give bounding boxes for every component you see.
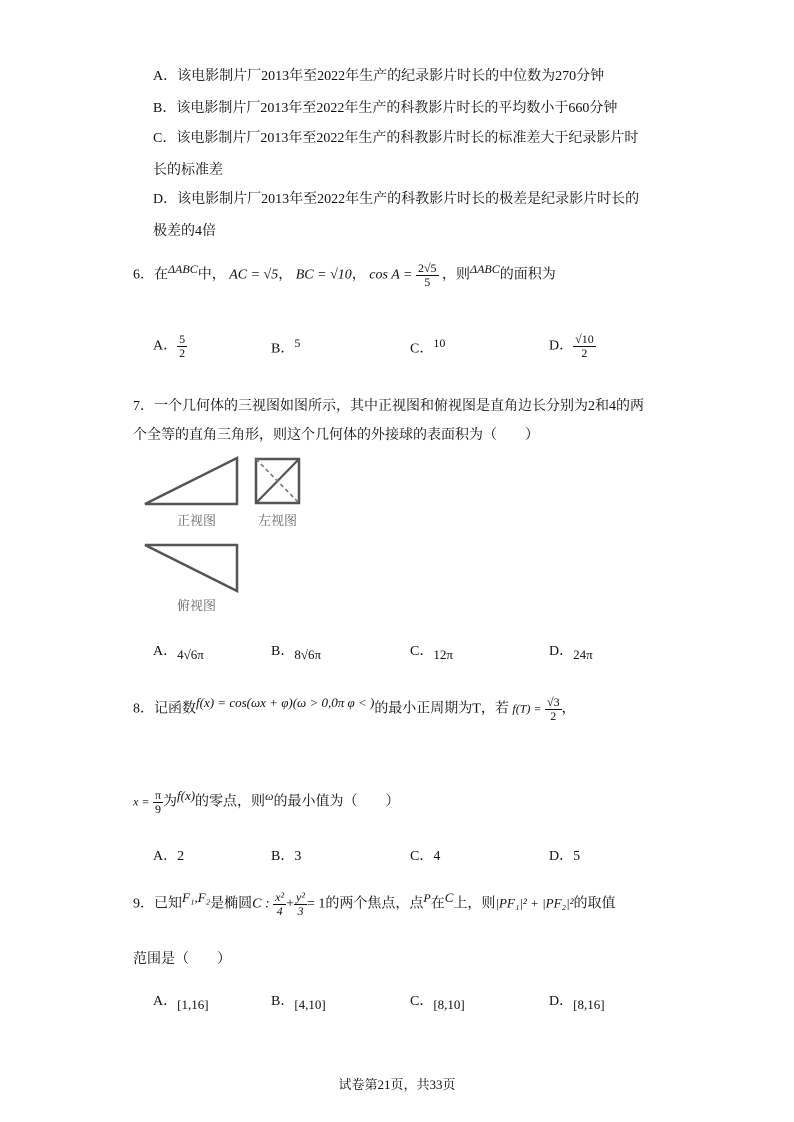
q9-shang: 上，则 bbox=[453, 896, 496, 912]
q9-x-fraction bbox=[273, 891, 286, 917]
q6-text-zhong: 中， bbox=[197, 267, 226, 283]
q6-cosa-num: 2√5 bbox=[417, 261, 437, 276]
q8-fx: f(x) bbox=[177, 788, 196, 803]
q9-option-b-value: [4,10] bbox=[294, 996, 326, 1012]
q7-option-b bbox=[271, 640, 321, 663]
q6-tail: 的面积为 bbox=[499, 267, 556, 283]
q6-option-c bbox=[410, 336, 445, 358]
q8-middle: 的最小正周期为T，若 bbox=[374, 701, 509, 717]
q9-x2: x² bbox=[275, 890, 285, 905]
q9-option-a-value: [1,16] bbox=[177, 996, 209, 1012]
q6-option-a-num: 5 bbox=[179, 332, 186, 346]
q6-cosa-lhs: cos A = bbox=[369, 267, 413, 283]
q7-option-d-value: 24π bbox=[573, 646, 593, 662]
q7-option-c bbox=[410, 640, 453, 663]
q6-option-d-num: √10 bbox=[575, 332, 594, 346]
q8-ft-fraction bbox=[545, 696, 562, 722]
q5-option-b: B．该电影制片厂2013年至2022年生产的科教影片时长的平均数小于660分钟 bbox=[153, 101, 618, 116]
q7-stem-line2: 个全等的直角三角形，则这个几何体的外接球的表面积为（ ） bbox=[133, 428, 539, 443]
q9-stem-line2: 范围是（ ） bbox=[133, 952, 231, 967]
q7-option-d bbox=[549, 640, 593, 663]
q7-option-a bbox=[153, 640, 204, 663]
q7-option-b-label: B． bbox=[271, 644, 295, 659]
q6-option-a-den: 2 bbox=[179, 345, 186, 360]
q8-x-den: 9 bbox=[154, 801, 161, 816]
q8-stem-line2 bbox=[133, 788, 400, 816]
q9-eq1: = 1 bbox=[306, 896, 326, 912]
q9-plus: + bbox=[286, 896, 295, 912]
side-view-label: 左视图 bbox=[258, 514, 298, 529]
three-view-figure bbox=[140, 455, 310, 620]
top-view-label: 俯视图 bbox=[177, 599, 217, 614]
q8-wei: 为 bbox=[163, 794, 177, 810]
q6-option-a bbox=[153, 333, 187, 359]
q8-min: 的最小值为（ ） bbox=[273, 794, 400, 810]
q9-four: 4 bbox=[276, 903, 283, 918]
q9-prefix: 9．已知 bbox=[133, 896, 182, 912]
q7-option-c-value: 12π bbox=[433, 646, 453, 662]
q9-expression: |PF₁|² + |PF₂|² bbox=[495, 895, 574, 911]
q6-comma2: ， bbox=[351, 267, 366, 283]
q8-option-b: B．3 bbox=[271, 849, 302, 864]
q9-y-fraction bbox=[294, 891, 307, 917]
q9-foci: F₁,F₂ bbox=[182, 890, 211, 905]
q6-cosa-fraction bbox=[416, 262, 439, 288]
q6-triangle: ΔABC bbox=[168, 262, 198, 276]
q7-stem-line1: 7．一个几何体的三视图如图所示，其中正视图和俯视图是直角边长分别为2和4的两 bbox=[133, 399, 644, 414]
q8-option-d: D．5 bbox=[549, 849, 581, 864]
q6-cosa-den: 5 bbox=[424, 274, 431, 289]
q9-option-c-value: [8,10] bbox=[433, 996, 465, 1012]
top-view bbox=[145, 545, 237, 591]
front-view-label: 正视图 bbox=[177, 514, 217, 529]
q7-option-b-value: 8√6π bbox=[294, 646, 322, 662]
q9-option-a bbox=[153, 990, 209, 1013]
page-footer: 试卷第21页，共33页 bbox=[338, 1077, 456, 1092]
q8-function: f(x) = cos(ωx + φ)(ω > 0,0π φ < ) bbox=[196, 695, 375, 710]
q6-option-b-value: 5 bbox=[294, 336, 301, 350]
q6-text-ze: ，则 bbox=[442, 267, 471, 283]
q9-option-a-label: A． bbox=[153, 994, 178, 1009]
side-view bbox=[256, 459, 299, 503]
q8-ft-den: 2 bbox=[550, 708, 557, 723]
q9-p: P bbox=[423, 891, 431, 905]
q6-comma1: ， bbox=[278, 267, 293, 283]
q6-bc: BC = √10 bbox=[295, 267, 352, 283]
q9-is: 是椭圆 bbox=[210, 896, 253, 912]
q8-x-eq: x = bbox=[133, 794, 150, 809]
q5-option-d-line1: D．该电影制片厂2013年至2022年生产的科教影片时长的极差是纪录影片时长的 bbox=[153, 192, 640, 207]
q9-option-b-label: B． bbox=[271, 994, 295, 1009]
q6-ac: AC = √5 bbox=[229, 267, 279, 283]
q6-option-c-value: 10 bbox=[433, 336, 446, 350]
q8-x-num: π bbox=[154, 788, 161, 803]
q6-option-a-label: A． bbox=[153, 338, 178, 354]
q5-option-c-line1: C．该电影制片厂2013年至2022年生产的科教影片时长的标准差大于纪录影片时 bbox=[153, 131, 639, 146]
q6-number: 6．在 bbox=[133, 267, 168, 283]
q9-option-b bbox=[271, 990, 326, 1013]
q8-option-c: C．4 bbox=[410, 849, 441, 864]
q9-range: 的取值 bbox=[573, 896, 616, 912]
q8-prefix: 8．记函数 bbox=[133, 701, 196, 717]
q7-option-a-value: 4√6π bbox=[177, 646, 204, 662]
q9-option-c-label: C． bbox=[410, 994, 434, 1009]
q6-option-d-den: 2 bbox=[581, 345, 588, 360]
q5-option-d-line2: 极差的4倍 bbox=[153, 224, 216, 239]
q6-option-d-fraction bbox=[573, 333, 596, 359]
q8-option-a: A．2 bbox=[153, 849, 185, 864]
q9-stem-line1 bbox=[133, 890, 616, 918]
q5-option-c-line2: 长的标准差 bbox=[153, 163, 223, 178]
q9-c: C bbox=[444, 890, 454, 905]
q6-stem bbox=[133, 262, 556, 289]
q8-ft: f(T) = bbox=[512, 701, 542, 716]
q7-option-d-label: D． bbox=[549, 644, 574, 659]
q5-option-a: A．该电影制片厂2013年至2022年生产的纪录影片时长的中位数为270分钟 bbox=[153, 69, 605, 84]
q6-option-b bbox=[271, 336, 300, 358]
q6-option-a-fraction bbox=[177, 333, 187, 359]
q8-ft-num: √3 bbox=[546, 695, 560, 710]
q9-two-foci: 的两个焦点，点 bbox=[325, 896, 424, 912]
q9-zai: 在 bbox=[430, 896, 445, 912]
q9-option-c bbox=[410, 990, 465, 1013]
q8-x-fraction bbox=[153, 789, 163, 815]
q6-option-c-label: C． bbox=[410, 341, 434, 357]
q6-option-b-label: B． bbox=[271, 341, 295, 357]
q9-option-d-value: [8,16] bbox=[573, 996, 605, 1012]
q8-end-comma: ， bbox=[561, 701, 576, 717]
q8-stem-line1 bbox=[133, 695, 576, 723]
q6-option-d-label: D． bbox=[549, 338, 574, 354]
front-view bbox=[145, 458, 237, 504]
q9-option-d bbox=[549, 990, 605, 1013]
q6-triangle2: ΔABC bbox=[470, 262, 500, 276]
q8-omega: ω bbox=[265, 789, 274, 803]
q9-ellipse-c: C : bbox=[252, 896, 270, 912]
q8-zero: 的零点，则 bbox=[195, 794, 266, 810]
q6-option-d bbox=[549, 333, 596, 359]
q7-option-c-label: C． bbox=[410, 644, 434, 659]
q7-option-a-label: A． bbox=[153, 644, 178, 659]
q9-three: 3 bbox=[297, 903, 304, 918]
q9-option-d-label: D． bbox=[549, 994, 574, 1009]
q9-y2: y² bbox=[296, 890, 305, 905]
